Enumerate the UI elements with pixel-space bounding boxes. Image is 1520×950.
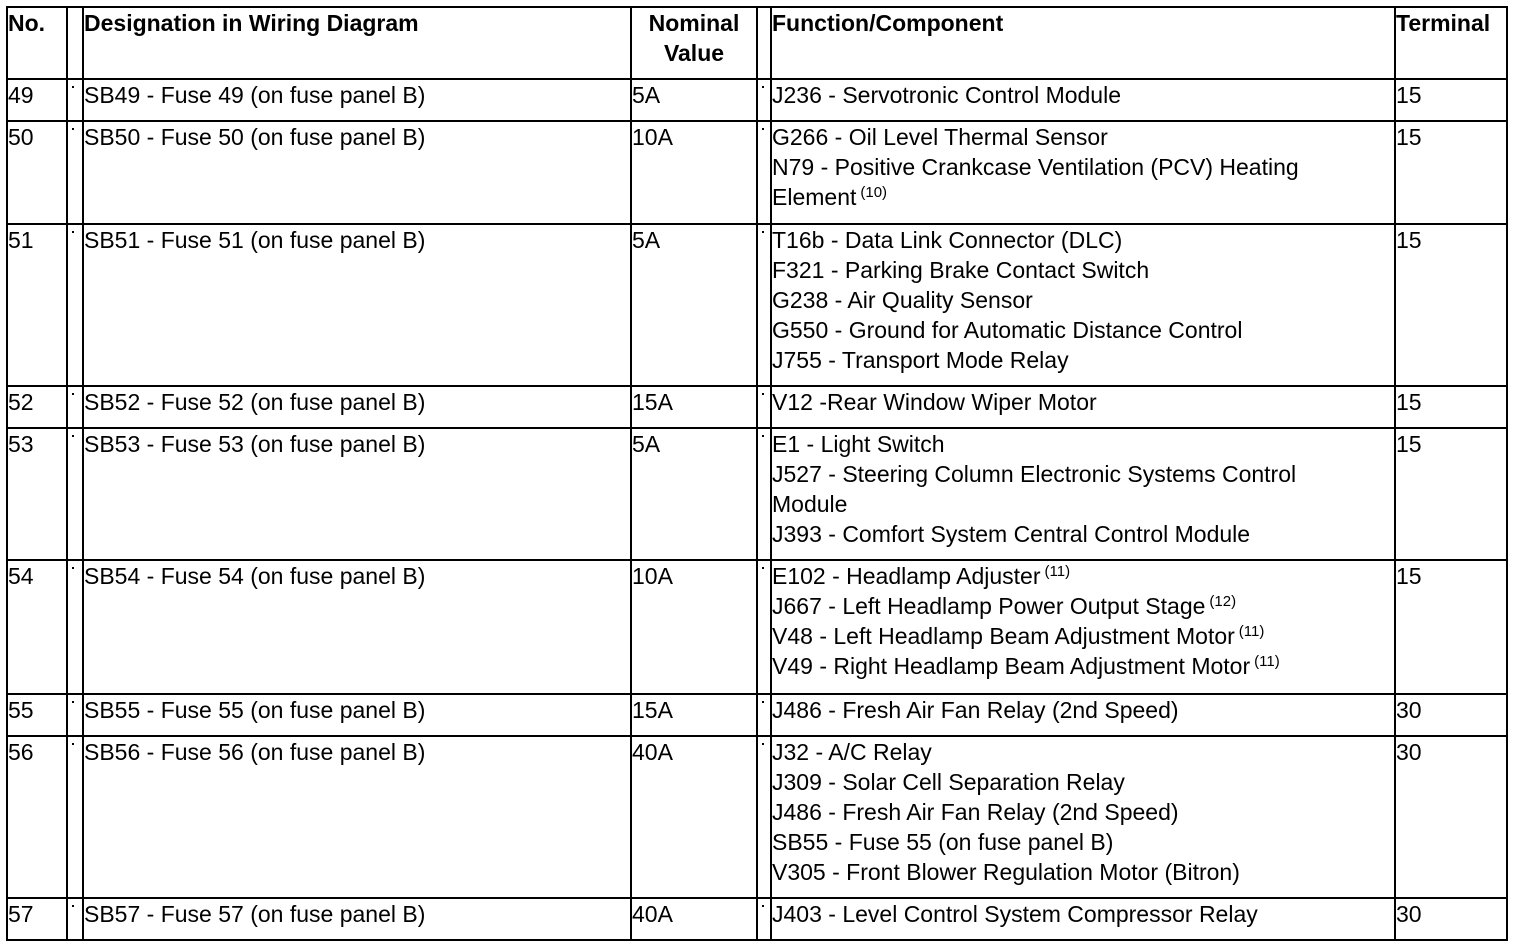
fuse-designation: SB55 - Fuse 55 (on fuse panel B) bbox=[83, 694, 631, 736]
header-designation: Designation in Wiring Diagram bbox=[83, 7, 631, 79]
spacer-cell bbox=[757, 386, 771, 428]
spacer-cell bbox=[757, 560, 771, 694]
component-text: J236 - Servotronic Control Module bbox=[772, 82, 1121, 108]
fuse-number: 50 bbox=[7, 121, 67, 224]
nominal-value: 5A bbox=[631, 79, 757, 121]
fuse-number: 57 bbox=[7, 898, 67, 940]
component-text: J486 - Fresh Air Fan Relay (2nd Speed) bbox=[772, 697, 1179, 723]
spacer-cell bbox=[757, 121, 771, 224]
function-line bbox=[772, 285, 1394, 315]
fuse-table bbox=[6, 6, 1508, 941]
spacer-cell bbox=[67, 694, 83, 736]
component-text: F321 - Parking Brake Contact Switch bbox=[772, 257, 1150, 283]
component-text: J32 - A/C Relay bbox=[772, 739, 932, 765]
fuse-designation: SB49 - Fuse 49 (on fuse panel B) bbox=[83, 79, 631, 121]
function-line bbox=[772, 152, 1394, 182]
header-nominal bbox=[631, 7, 757, 79]
function-line bbox=[772, 387, 1394, 417]
terminal-value: 15 bbox=[1395, 428, 1507, 560]
component-text: E1 - Light Switch bbox=[772, 431, 945, 457]
table-row bbox=[7, 898, 1507, 940]
nominal-value: 40A bbox=[631, 898, 757, 940]
function-line bbox=[772, 80, 1394, 110]
function-cell bbox=[771, 560, 1395, 694]
footnote-reference: (11) bbox=[1254, 653, 1280, 670]
function-line bbox=[772, 561, 1394, 591]
component-text: J755 - Transport Mode Relay bbox=[772, 347, 1069, 373]
spacer-cell bbox=[757, 428, 771, 560]
function-line bbox=[772, 695, 1394, 725]
header-nominal-line2: Value bbox=[663, 40, 725, 66]
function-cell bbox=[771, 386, 1395, 428]
terminal-value: 30 bbox=[1395, 694, 1507, 736]
terminal-value: 30 bbox=[1395, 898, 1507, 940]
function-line bbox=[772, 182, 1394, 212]
spacer-cell bbox=[67, 224, 83, 386]
fuse-number: 54 bbox=[7, 560, 67, 694]
component-text: J403 - Level Control System Compressor Relay bbox=[772, 901, 1258, 927]
fuse-number: 56 bbox=[7, 736, 67, 898]
function-cell bbox=[771, 224, 1395, 386]
function-line bbox=[772, 315, 1394, 345]
component-text: Element bbox=[772, 184, 857, 210]
function-line bbox=[772, 857, 1394, 887]
component-text: J393 - Comfort System Central Control Module bbox=[772, 521, 1251, 547]
fuse-number: 55 bbox=[7, 694, 67, 736]
component-text: N79 - Positive Crankcase Ventilation (PCV) Heating bbox=[772, 154, 1299, 180]
nominal-value: 15A bbox=[631, 386, 757, 428]
spacer-cell bbox=[757, 224, 771, 386]
table-row bbox=[7, 121, 1507, 224]
function-line bbox=[772, 489, 1394, 519]
fuse-table-body bbox=[7, 79, 1507, 940]
fuse-designation: SB50 - Fuse 50 (on fuse panel B) bbox=[83, 121, 631, 224]
spacer-cell bbox=[757, 736, 771, 898]
table-row bbox=[7, 428, 1507, 560]
terminal-value: 15 bbox=[1395, 224, 1507, 386]
terminal-value: 15 bbox=[1395, 79, 1507, 121]
function-line bbox=[772, 225, 1394, 255]
header-spacer bbox=[67, 7, 83, 79]
terminal-value: 15 bbox=[1395, 560, 1507, 694]
fuse-designation: SB57 - Fuse 57 (on fuse panel B) bbox=[83, 898, 631, 940]
fuse-designation: SB52 - Fuse 52 (on fuse panel B) bbox=[83, 386, 631, 428]
header-spacer bbox=[757, 7, 771, 79]
spacer-cell bbox=[67, 79, 83, 121]
function-line bbox=[772, 591, 1394, 621]
component-text: V48 - Left Headlamp Beam Adjustment Motor bbox=[772, 623, 1235, 649]
function-cell bbox=[771, 428, 1395, 560]
spacer-cell bbox=[757, 79, 771, 121]
component-text: E102 - Headlamp Adjuster bbox=[772, 563, 1041, 589]
component-text: Module bbox=[772, 491, 848, 517]
function-cell bbox=[771, 79, 1395, 121]
fuse-designation: SB53 - Fuse 53 (on fuse panel B) bbox=[83, 428, 631, 560]
header-row bbox=[7, 7, 1507, 79]
spacer-cell bbox=[67, 428, 83, 560]
spacer-cell bbox=[67, 560, 83, 694]
terminal-value: 30 bbox=[1395, 736, 1507, 898]
fuse-number: 53 bbox=[7, 428, 67, 560]
component-text: SB55 - Fuse 55 (on fuse panel B) bbox=[772, 829, 1114, 855]
footnote-reference: (11) bbox=[1044, 563, 1071, 580]
component-text: J486 - Fresh Air Fan Relay (2nd Speed) bbox=[772, 799, 1179, 825]
spacer-cell bbox=[67, 386, 83, 428]
fuse-number: 51 bbox=[7, 224, 67, 386]
component-text: V49 - Right Headlamp Beam Adjustment Motor bbox=[772, 653, 1251, 679]
fuse-designation: SB56 - Fuse 56 (on fuse panel B) bbox=[83, 736, 631, 898]
nominal-value: 10A bbox=[631, 121, 757, 224]
component-text: G550 - Ground for Automatic Distance Control bbox=[772, 317, 1243, 343]
fuse-number: 49 bbox=[7, 79, 67, 121]
function-line bbox=[772, 767, 1394, 797]
terminal-value: 15 bbox=[1395, 121, 1507, 224]
terminal-value: 15 bbox=[1395, 386, 1507, 428]
component-text: V12 -Rear Window Wiper Motor bbox=[772, 389, 1097, 415]
table-row bbox=[7, 560, 1507, 694]
function-line bbox=[772, 345, 1394, 375]
function-line bbox=[772, 827, 1394, 857]
fuse-designation: SB51 - Fuse 51 (on fuse panel B) bbox=[83, 224, 631, 386]
footnote-reference: (12) bbox=[1209, 593, 1237, 610]
function-line bbox=[772, 459, 1394, 489]
function-cell bbox=[771, 121, 1395, 224]
function-cell bbox=[771, 898, 1395, 940]
function-line bbox=[772, 621, 1394, 651]
header-terminal: Terminal bbox=[1395, 7, 1507, 79]
function-line bbox=[772, 519, 1394, 549]
fuse-designation: SB54 - Fuse 54 (on fuse panel B) bbox=[83, 560, 631, 694]
table-row bbox=[7, 386, 1507, 428]
component-text: T16b - Data Link Connector (DLC) bbox=[772, 227, 1123, 253]
footnote-reference: (11) bbox=[1238, 623, 1265, 640]
function-line bbox=[772, 122, 1394, 152]
spacer-cell bbox=[757, 898, 771, 940]
table-row bbox=[7, 694, 1507, 736]
header-nominal-line1: Nominal bbox=[648, 10, 740, 36]
function-line bbox=[772, 255, 1394, 285]
nominal-value: 15A bbox=[631, 694, 757, 736]
function-line bbox=[772, 651, 1394, 681]
nominal-value: 10A bbox=[631, 560, 757, 694]
table-row bbox=[7, 79, 1507, 121]
nominal-value: 5A bbox=[631, 428, 757, 560]
nominal-value: 5A bbox=[631, 224, 757, 386]
component-text: J527 - Steering Column Electronic Systems Control bbox=[772, 461, 1297, 487]
function-line bbox=[772, 429, 1394, 459]
spacer-cell bbox=[67, 898, 83, 940]
function-cell bbox=[771, 694, 1395, 736]
function-cell bbox=[771, 736, 1395, 898]
header-no: No. bbox=[7, 7, 67, 79]
component-text: V305 - Front Blower Regulation Motor (Bitron) bbox=[772, 859, 1240, 885]
component-text: G238 - Air Quality Sensor bbox=[772, 287, 1033, 313]
function-line bbox=[772, 737, 1394, 767]
spacer-cell bbox=[757, 694, 771, 736]
spacer-cell bbox=[67, 121, 83, 224]
spacer-cell bbox=[67, 736, 83, 898]
component-text: J309 - Solar Cell Separation Relay bbox=[772, 769, 1125, 795]
fuse-number: 52 bbox=[7, 386, 67, 428]
component-text: G266 - Oil Level Thermal Sensor bbox=[772, 124, 1108, 150]
header-function: Function/Component bbox=[771, 7, 1395, 79]
table-row bbox=[7, 736, 1507, 898]
function-line bbox=[772, 899, 1394, 929]
nominal-value: 40A bbox=[631, 736, 757, 898]
table-row bbox=[7, 224, 1507, 386]
function-line bbox=[772, 797, 1394, 827]
component-text: J667 - Left Headlamp Power Output Stage bbox=[772, 593, 1206, 619]
footnote-reference: (10) bbox=[860, 184, 888, 201]
